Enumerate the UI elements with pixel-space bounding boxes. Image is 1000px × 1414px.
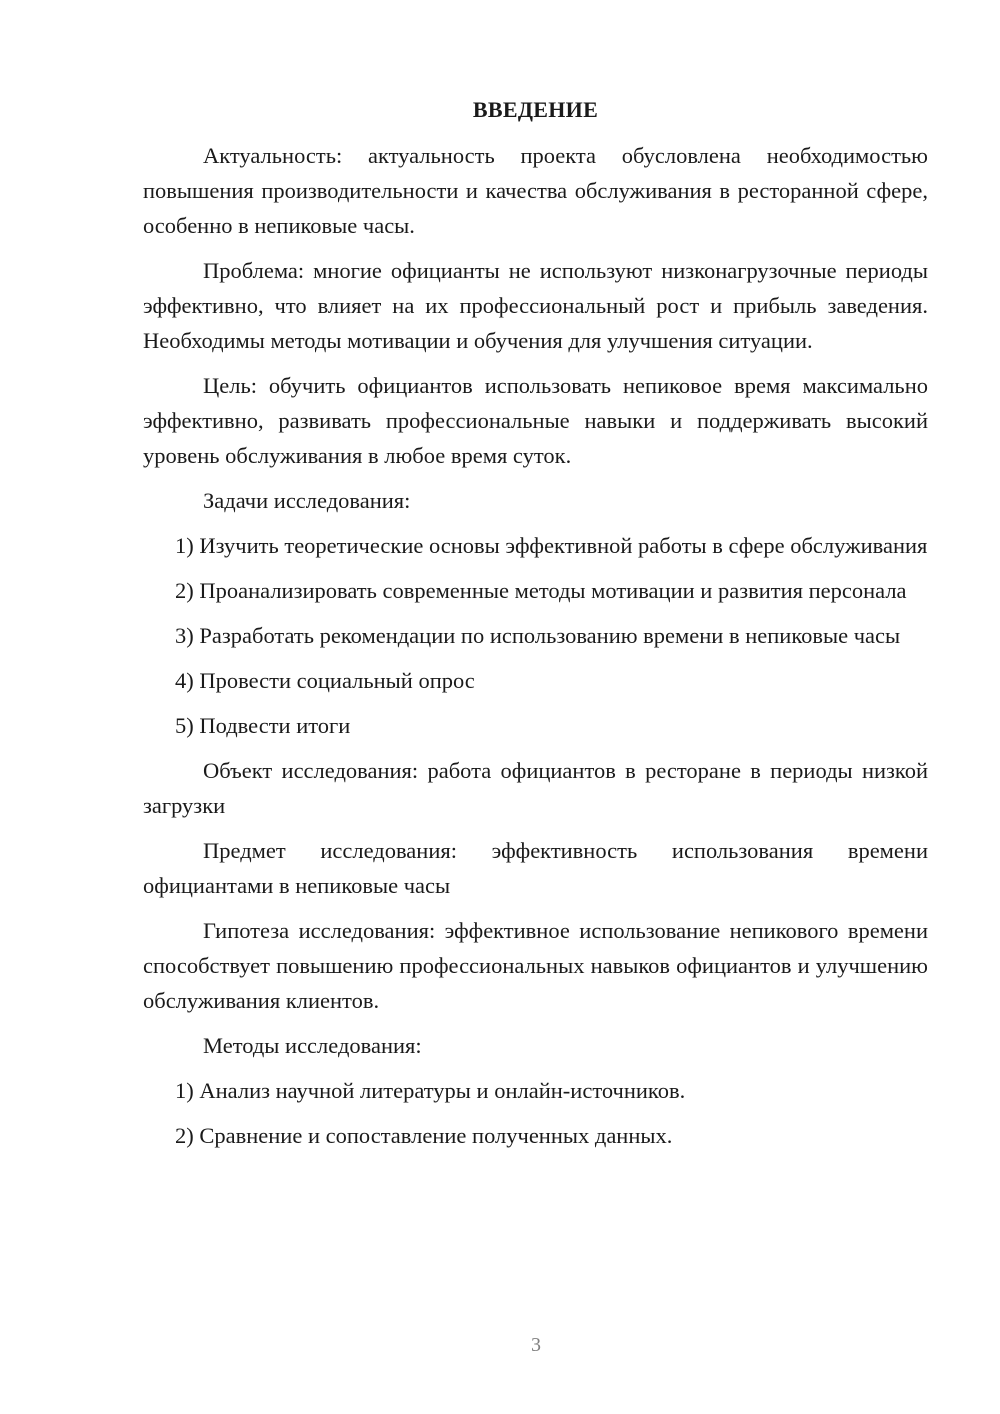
- method-item-2: 2) Сравнение и сопоставление полученных данных.: [175, 1123, 673, 1148]
- document-page: [143, 92, 928, 1163]
- page-title: ВВЕДЕНИЕ: [472, 97, 599, 122]
- relevance-paragraph: Актуальность: актуальность проекта обусловлена необходимостью повышения производительности и качества обслуживания в ресторанной сфере, особенно в непиковые часы.: [143, 143, 928, 238]
- hypothesis-paragraph: Гипотеза исследования: эффективное использование непикового времени способствует повышению профессиональных навыков официантов и улучшению обслуживания клиентов.: [143, 918, 928, 1013]
- task-item-3: 3) Разработать рекомендации по использованию времени в непиковые часы: [175, 623, 901, 648]
- method-item-1: 1) Анализ научной литературы и онлайн-источников.: [175, 1078, 686, 1103]
- tasks-heading: Задачи исследования:: [203, 488, 411, 513]
- object-paragraph: Объект исследования: работа официантов в ресторане в периоды низкой загрузки: [143, 758, 928, 818]
- task-item-1: 1) Изучить теоретические основы эффективной работы в сфере обслуживания: [175, 533, 928, 558]
- page-number: 3: [531, 1334, 541, 1356]
- task-item-2: 2) Проанализировать современные методы мотивации и развития персонала: [175, 578, 907, 603]
- task-item-4: 4) Провести социальный опрос: [175, 668, 475, 693]
- task-item-5: 5) Подвести итоги: [175, 713, 351, 738]
- subject-paragraph: Предмет исследования: эффективность использования времени официантами в непиковые часы: [143, 838, 928, 898]
- problem-paragraph: Проблема: многие официанты не используют низконагрузочные периоды эффективно, что влияет на их профессиональный рост и прибыль заведения. Необходимы методы мотивации и обучения для улучшения ситуации.: [143, 258, 928, 353]
- methods-heading: Методы исследования:: [203, 1033, 422, 1058]
- goal-paragraph: Цель: обучить официантов использовать непиковое время максимально эффективно, развивать профессиональные навыки и поддерживать высокий уровень обслуживания в любое время суток.: [143, 373, 928, 468]
